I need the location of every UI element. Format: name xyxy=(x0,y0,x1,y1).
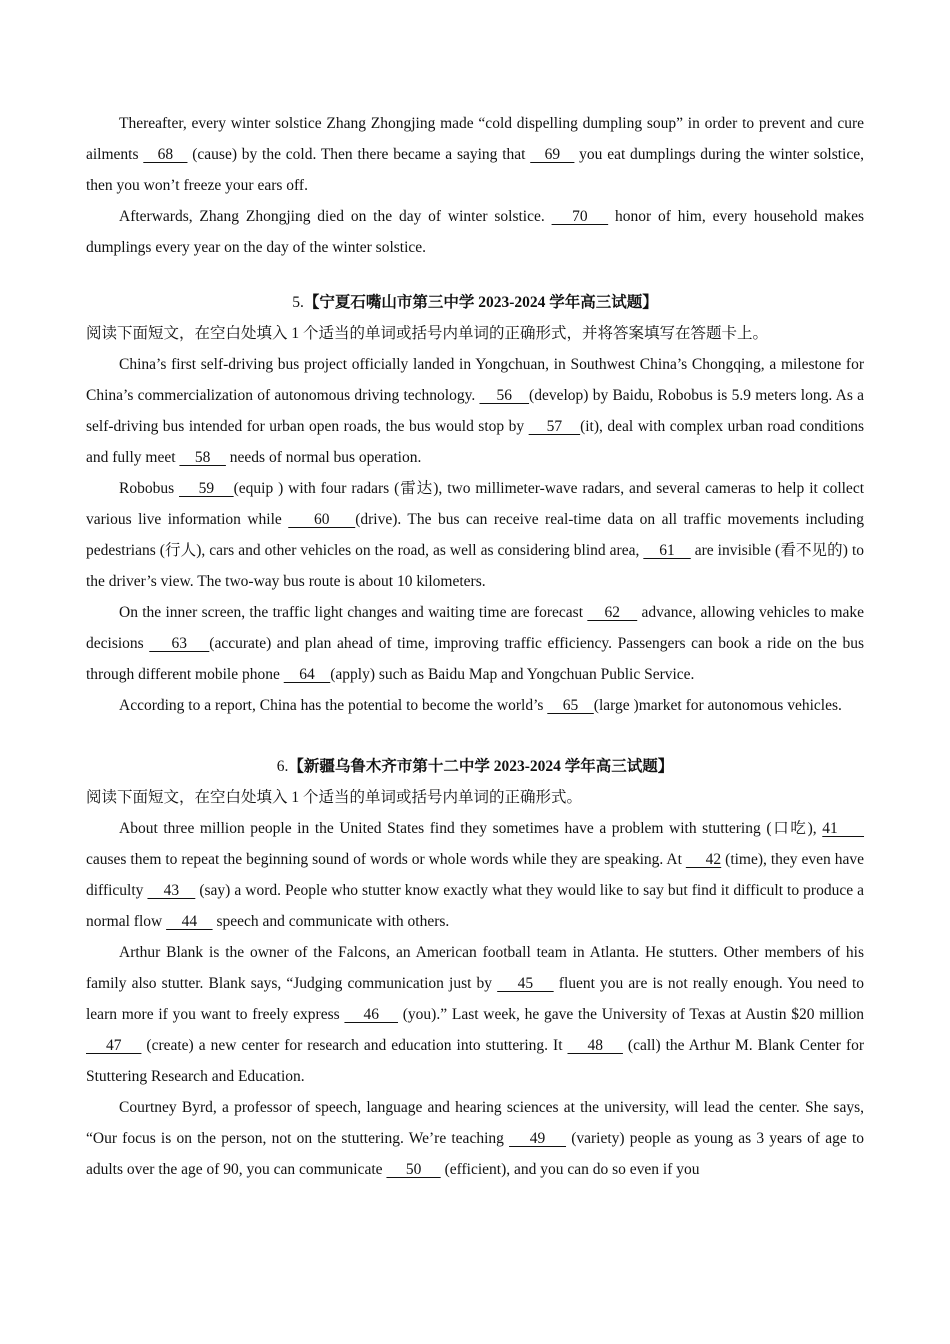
section-6-passage xyxy=(86,813,864,1185)
passage-text: Courtney Byrd, a professor of speech, language and hearing sciences at the university, will lead the center. She says, “Our focus is on the person, not on the stuttering. We’re teaching xyxy=(86,1099,864,1147)
passage-text: honor of him, every household makes dumplings every year on the day of the winter solstice. xyxy=(86,208,864,256)
passage-text: (large )market for autonomous vehicles. xyxy=(593,697,842,714)
passage-text: (call) the Arthur M. Blank Center for Stuttering Research and Education. xyxy=(86,1037,865,1085)
answer-blank[interactable]: 64 xyxy=(283,666,331,683)
section-5-instruction: 阅读下面短文，在空白处填入 1 个适当的单词或括号内单词的正确形式，并将答案填写在答题卡上。 xyxy=(86,325,769,342)
section-6-title: 【新疆乌鲁木齐市第十二中学 2023-2024 学年高三试题】 xyxy=(288,758,674,775)
section-5-passage xyxy=(86,349,864,721)
passage-text: Thereafter, every winter solstice Zhang Zhongjing made “cold dispelling dumpling soup” in order to prevent and cure ailments xyxy=(86,115,864,163)
answer-blank[interactable]: 48 xyxy=(567,1037,623,1054)
section-6-number: 6. xyxy=(276,758,289,775)
passage-text: Arthur Blank is the owner of the Falcons, an American football team in Atlanta. He stutters. Other members of his family also stutter. Blank says, “Judging communication just by xyxy=(86,944,864,992)
answer-blank[interactable]: 63 xyxy=(149,635,210,652)
passage-paragraph xyxy=(86,473,864,597)
answer-blank[interactable]: 45 xyxy=(497,975,554,992)
passage-text: needs of normal bus operation. xyxy=(225,449,422,466)
passage-text: (time), they even have difficulty xyxy=(86,851,864,899)
section-6-instruction: 阅读下面短文，在空白处填入 1 个适当的单词或括号内单词的正确形式。 xyxy=(86,789,583,806)
passage-paragraph xyxy=(86,349,864,473)
answer-blank[interactable]: 68 xyxy=(143,146,188,163)
answer-blank[interactable]: 47 xyxy=(86,1037,142,1054)
passage-paragraph xyxy=(86,597,864,690)
passage-text: On the inner screen, the traffic light changes and waiting time are forecast xyxy=(119,604,588,621)
section-5-title: 【宁夏石嘴山市第三中学 2023-2024 学年高三试题】 xyxy=(303,294,658,311)
passage-text: (cause) by the cold. Then there became a saying that xyxy=(187,146,531,163)
passage-text: (accurate) and plan ahead of time, improving traffic efficiency. Passengers can book a ride on the bus through different mobile phone xyxy=(86,635,865,683)
passage-text: (variety) people as young as 3 years of age to adults over the age of 90, you can communicate xyxy=(86,1130,864,1178)
answer-blank[interactable]: 65 xyxy=(547,697,594,714)
passage-text: Robobus xyxy=(119,480,180,497)
section-gap xyxy=(86,721,864,751)
section-5-heading xyxy=(86,287,864,318)
section-gap xyxy=(86,263,864,287)
passage-text: According to a report, China has the potential to become the world’s xyxy=(119,697,548,714)
section-5 xyxy=(86,287,864,721)
passage-paragraph xyxy=(86,690,864,721)
answer-blank[interactable]: 60 xyxy=(288,511,356,528)
passage-text: (efficient), and you can do so even if you xyxy=(440,1161,700,1178)
passage-text: About three million people in the United States find they sometimes have a problem with stuttering (口吃), xyxy=(119,820,823,837)
passage-paragraph xyxy=(86,1092,864,1185)
section-6-heading xyxy=(86,751,864,782)
section-4-passage xyxy=(86,108,864,263)
passage-text: (drive). The bus can receive real-time data on all traffic movements including pedestrians (行人), cars and other vehicles on the road, as well as considering blind area, xyxy=(86,511,864,559)
passage-text: (you).” Last week, he gave the University of Texas at Austin $20 million xyxy=(398,1006,864,1023)
passage-text: China’s first self-driving bus project officially landed in Yongchuan, in Southwest China’s Chongqing, a milestone for China’s commercialization of autonomous driving technology. xyxy=(86,356,864,404)
passage-text: speech and communicate with others. xyxy=(212,913,450,930)
passage-text: are invisible (看不见的) to the driver’s view. The two-way bus route is about 10 kilometers. xyxy=(86,542,864,590)
passage-text: Afterwards, Zhang Zhongjing died on the day of winter solstice. xyxy=(119,208,552,225)
passage-text: causes them to repeat the beginning sound of words or whole words while they are speaking. At xyxy=(86,851,686,868)
answer-blank[interactable]: 57 xyxy=(528,418,581,435)
passage-text: you eat dumplings during the winter solstice, then you won’t freeze your ears off. xyxy=(86,146,864,194)
document-content xyxy=(86,108,864,1185)
passage-text: (say) a word. People who stutter know exactly what they would like to say but find it difficult to produce a normal flow xyxy=(86,882,865,930)
answer-blank[interactable]: 44 xyxy=(166,913,213,930)
answer-blank[interactable]: 59 xyxy=(179,480,234,497)
answer-blank[interactable]: 46 xyxy=(344,1006,399,1023)
passage-paragraph xyxy=(86,201,864,263)
answer-blank[interactable]: 42 xyxy=(685,851,722,868)
answer-blank[interactable]: 50 xyxy=(386,1161,441,1178)
passage-paragraph xyxy=(86,813,864,937)
passage-text: (equip ) with four radars (雷达), two millimeter-wave radars, and several cameras to help it collect various live information while xyxy=(86,480,865,528)
passage-text: (it), deal with complex urban road conditions and fully meet xyxy=(86,418,865,466)
passage-text: advance, allowing vehicles to make decisions xyxy=(86,604,865,652)
answer-blank[interactable]: 58 xyxy=(179,449,226,466)
passage-text: (develop) by Baidu, Robobus is 5.9 meters long. As a self-driving bus intended for urban open roads, the bus would stop by xyxy=(86,387,865,435)
answer-blank[interactable]: 49 xyxy=(509,1130,567,1147)
passage-text: (create) a new center for research and education into stuttering. It xyxy=(141,1037,568,1054)
passage-paragraph xyxy=(86,108,864,201)
passage-paragraph xyxy=(86,937,864,1092)
answer-blank[interactable]: 56 xyxy=(479,387,530,404)
section-5-number: 5. xyxy=(292,294,304,311)
section-6 xyxy=(86,751,864,1185)
answer-blank[interactable]: 41 xyxy=(822,820,865,837)
passage-text: (apply) such as Baidu Map and Yongchuan Public Service. xyxy=(330,666,695,683)
answer-blank[interactable]: 70 xyxy=(551,208,609,225)
answer-blank[interactable]: 61 xyxy=(643,542,691,559)
answer-blank[interactable]: 69 xyxy=(530,146,575,163)
passage-text: fluent you are is not really enough. You need to learn more if you want to freely express xyxy=(86,975,865,1023)
answer-blank[interactable]: 43 xyxy=(147,882,196,899)
answer-blank[interactable]: 62 xyxy=(587,604,638,621)
